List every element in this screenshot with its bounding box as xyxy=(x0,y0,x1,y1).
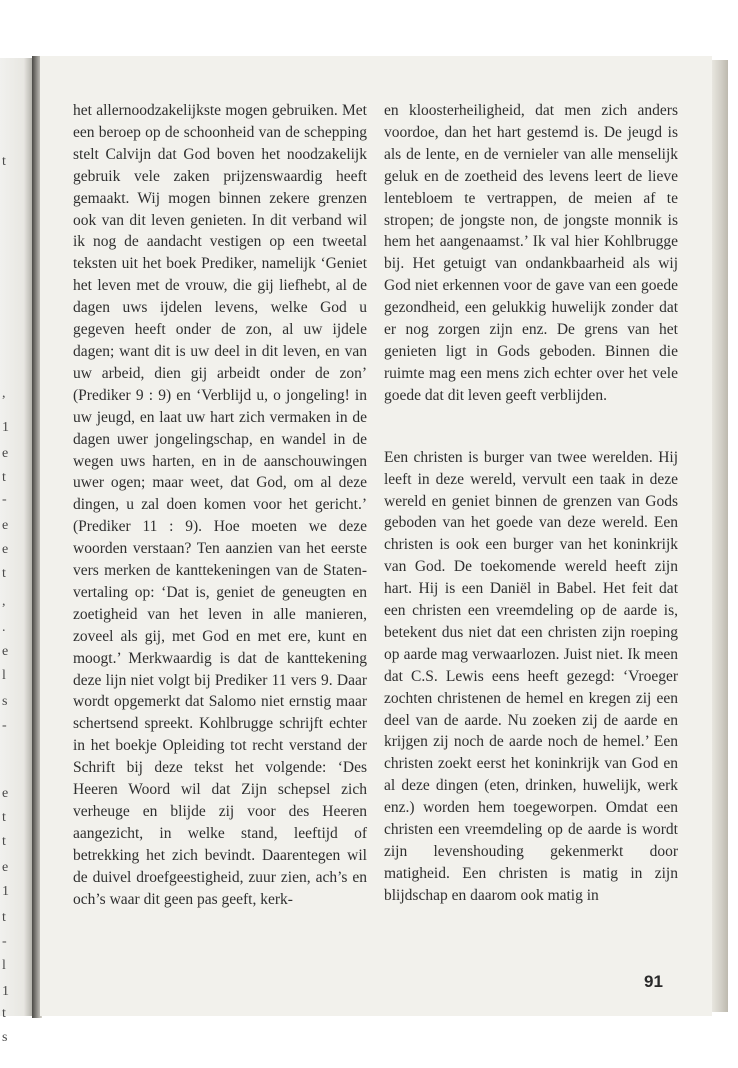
right-text-column xyxy=(384,100,678,907)
margin-fragment: t xyxy=(2,470,6,485)
margin-fragment: - xyxy=(2,718,7,733)
margin-fragment: , xyxy=(2,594,6,609)
margin-fragment: s xyxy=(2,1030,8,1045)
facing-page-edge xyxy=(0,58,34,1045)
paragraph-gap xyxy=(384,407,678,447)
margin-fragment: e xyxy=(2,786,9,801)
margin-fragment: t xyxy=(2,834,6,849)
margin-fragment: t xyxy=(2,566,6,581)
margin-fragment: 1 xyxy=(2,420,9,435)
margin-fragment: t xyxy=(2,1006,6,1021)
margin-fragment: 1 xyxy=(2,884,9,899)
margin-fragment: e xyxy=(2,518,9,533)
margin-fragment: , xyxy=(2,386,6,401)
margin-fragment: e xyxy=(2,860,9,875)
margin-fragment: e xyxy=(2,542,9,557)
body-paragraph: het allernoodzakelijkste mogen gebruiken. Met een beroep op de schoonheid van de schepping stelt Calvijn dat God boven het noodzakelijk gebruik vele zaken prijzenswaardig heeft gemaakt. Wij mogen binnen zekere grenzen ook van dit leven genieten. In dit verband wil ik nog de aandacht vestigen op een tweetal teksten uit het boek Prediker, namelijk ‘Geniet het leven met de vrouw, die gij liefhebt, al de dagen uws ijdelen levens, welke God u gegeven heeft onder de zon, al uw ijdele dagen; want dit is uw deel in dit leven, en van uw arbeid, dien gij arbeidt onder de zon’ (Prediker 9 : 9) en ‘Verblijd u, o jongeling! in uw jeugd, en laat uw hart zich vermaken in de dagen uwer jongelingschap, en wandel in de wegen uws harten, en in de aanschouwingen uwer ogen; maar weet, dat God, om al deze dingen, u zal doen komen voor het gericht.’ (Prediker 11 : 9). Hoe moeten we deze woorden verstaan? Ten aanzien van het eerste vers merken de kanttekeningen van de Statenvertaling op: ‘Dat is, geniet de geneugten en zoetigheid van het leven in alle manieren, zoveel als gij, met God en met ere, kunt en moogt.’ Merkwaardig is dat de kanttekening deze lijn niet volgt bij Prediker 11 vers 9. Daar wordt opgemerkt dat Salomo niet ernstig maar schertsend spreekt. Kohlbrugge schrijft echter in het boekje Opleiding tot recht verstand der Schrift bij deze tekst het volgende: ‘Des Heeren Woord wil dat Zijn schepsel zich verheuge en blijde zij voor des Heeren aangezicht, in welke stand, leeftijd of betrekking het zich bevindt. Daarentegen wil de duivel droefgeestigheid, zuur zien, ach’s en och’s waar dit geen pas geeft, kerk- xyxy=(73,102,367,908)
margin-fragment: t xyxy=(2,810,6,825)
margin-fragment: t xyxy=(2,154,6,169)
left-text-column xyxy=(73,100,367,911)
margin-fragment: - xyxy=(2,492,7,507)
margin-fragment: 1 xyxy=(2,984,9,999)
body-paragraph-2: Een christen is burger van twee werelden. Hij leeft in deze wereld, vervult een taak in deze wereld en geniet binnen de grenzen van Gods geboden van het goede van deze wereld. Een christen is ook een burger van het koninkrijk van God. De toekomende wereld heeft zijn hart. Hij is een Daniël in Babel. Het feit dat een christen een vreemdeling op de aarde is, betekent dus niet dat een christen zijn roeping op aarde mag verwaarlozen. Juist niet. Ik meen dat C.S. Lewis eens heeft gezegd: ‘Vroeger zochten christenen de hemel en kregen zij een deel van de aarde. Nu zoeken zij de aarde en krijgen zij noch de aarde noch de hemel.’ Een christen zoekt eerst het koninkrijk van God en al deze dingen (eten, drinken, huwelijk, werk enz.) worden hem toegeworpen. Omdat een christen een vreemdeling op de aarde is wordt zijn levenshouding gekenmerkt door matigheid. Een christen is matig in zijn blijdschap en daarom ook matig in xyxy=(384,448,678,904)
margin-fragment: . xyxy=(2,620,6,635)
margin-fragment: s xyxy=(2,694,8,709)
body-paragraph-1: en kloosterheiligheid, dat men zich anders voordoe, dan het hart gestemd is. De jeugd is als de lente, en de vernieler van alle menselijk geluk en de zoetheid des levens leert de lieve lentebloem te vertrappen, de meien af te stropen; de jongste non, de jongste monnik is hem het aangenaamst.’ Ik val hier Kohlbrugge bij. Het getuigt van ondankbaarheid als wij God niet erkennen voor de gave van een goede gezondheid, een gelukkig huwelijk zonder dat er nog zorgen zijn enz. De grens van het genieten ligt in Gods geboden. Binnen die ruimte mag een mens zich echter over het vele goede dat dit leven geeft verblijden. xyxy=(384,102,678,404)
margin-fragment: - xyxy=(2,934,7,949)
page-stack-edge xyxy=(712,60,728,1012)
facing-page-text-fragments xyxy=(2,154,16,1045)
margin-fragment: l xyxy=(2,668,6,683)
margin-fragment: e xyxy=(2,644,9,659)
margin-fragment: t xyxy=(2,910,6,925)
margin-fragment: e xyxy=(2,446,9,461)
margin-fragment: l xyxy=(2,958,6,973)
page-number: 91 xyxy=(644,972,663,991)
